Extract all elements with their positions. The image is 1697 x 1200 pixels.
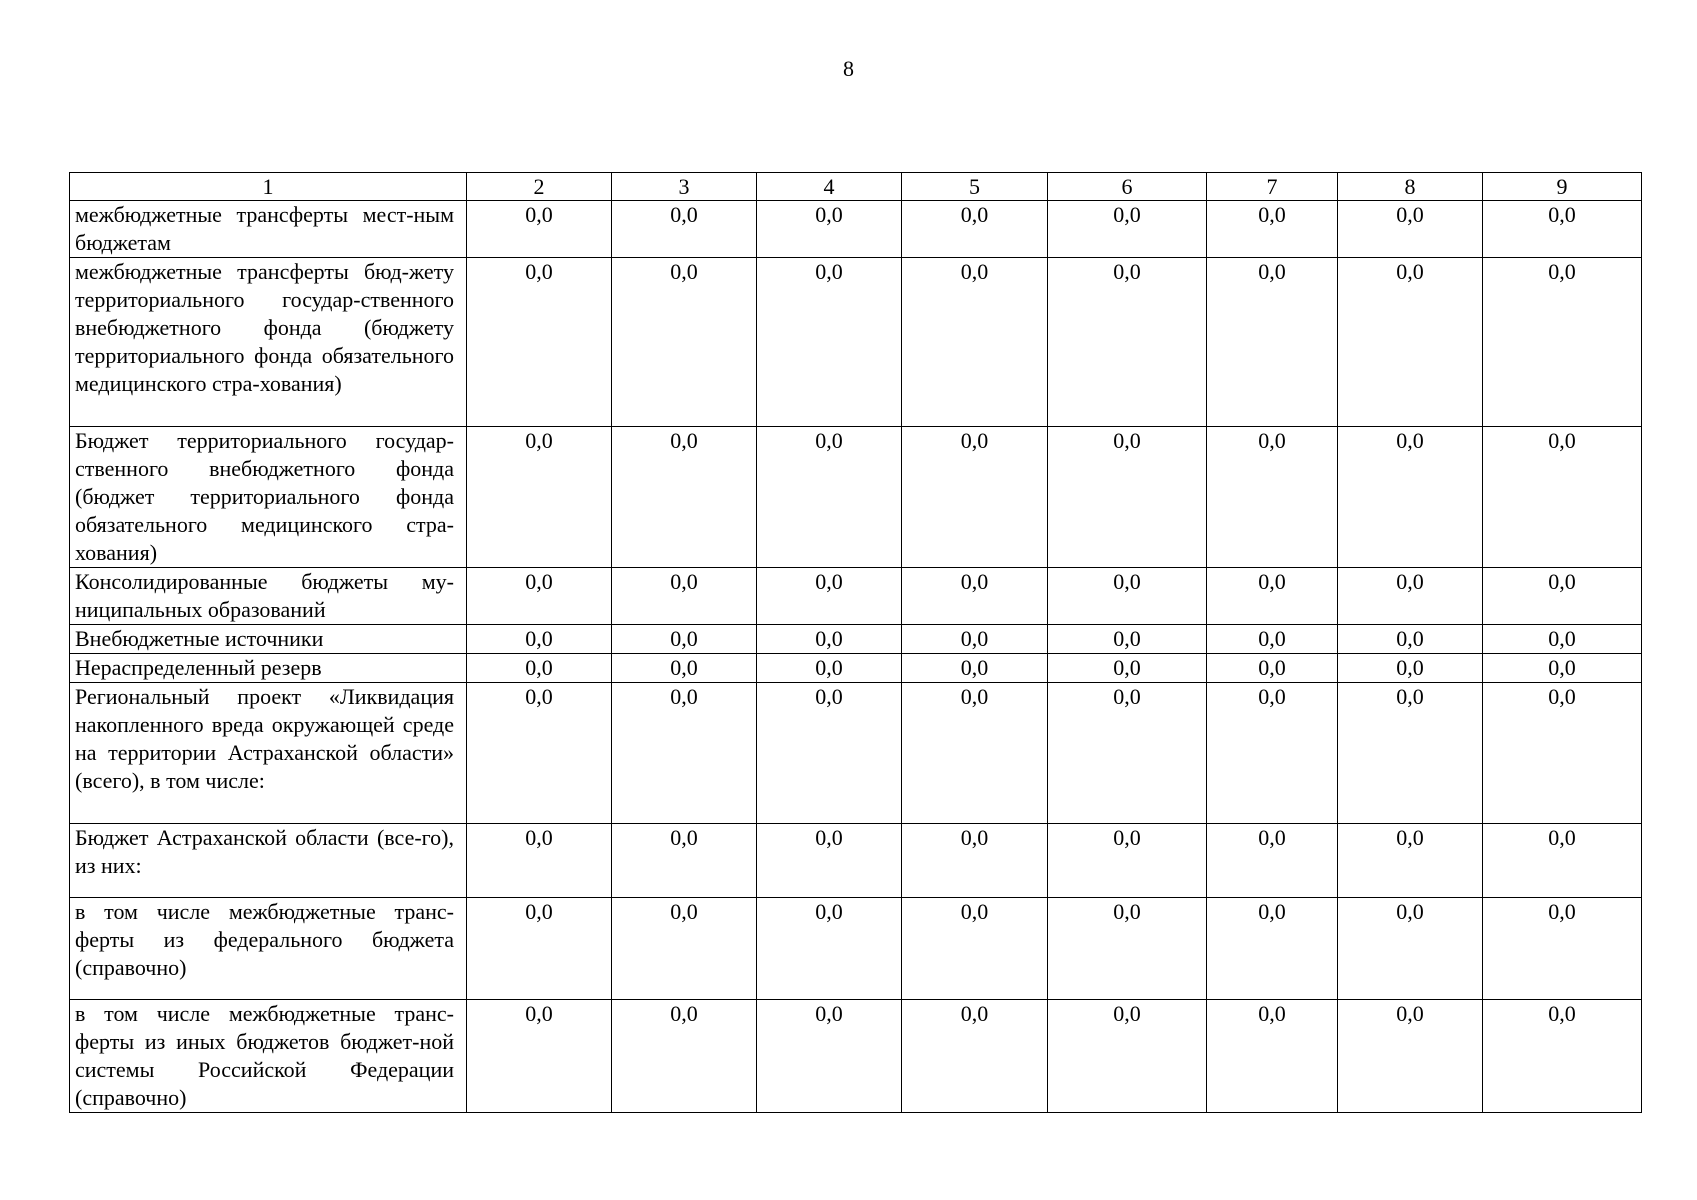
row-value: 0,0 bbox=[1048, 258, 1207, 427]
row-value: 0,0 bbox=[1338, 898, 1483, 1000]
row-value: 0,0 bbox=[1048, 625, 1207, 654]
row-value: 0,0 bbox=[1048, 824, 1207, 898]
column-header: 1 bbox=[70, 173, 467, 201]
row-value: 0,0 bbox=[612, 683, 757, 824]
row-label: Консолидированные бюджеты му-ниципальных образований bbox=[70, 568, 467, 625]
row-value: 0,0 bbox=[612, 898, 757, 1000]
row-value: 0,0 bbox=[902, 654, 1048, 683]
table-row bbox=[70, 427, 1642, 568]
row-value: 0,0 bbox=[1483, 824, 1642, 898]
row-value: 0,0 bbox=[1048, 568, 1207, 625]
row-value: 0,0 bbox=[1338, 201, 1483, 258]
row-value: 0,0 bbox=[1048, 683, 1207, 824]
row-value: 0,0 bbox=[1338, 625, 1483, 654]
column-header: 2 bbox=[467, 173, 612, 201]
table-row bbox=[70, 898, 1642, 1000]
header-row bbox=[70, 173, 1642, 201]
row-value: 0,0 bbox=[612, 824, 757, 898]
row-value: 0,0 bbox=[1207, 1000, 1338, 1113]
row-label: Бюджет территориального государ-ственного внебюджетного фонда (бюджет территориального фонда обязательного медицинского стра-хования) bbox=[70, 427, 467, 568]
row-value: 0,0 bbox=[1338, 427, 1483, 568]
row-value: 0,0 bbox=[902, 201, 1048, 258]
row-value: 0,0 bbox=[902, 568, 1048, 625]
row-value: 0,0 bbox=[902, 258, 1048, 427]
row-value: 0,0 bbox=[757, 568, 902, 625]
row-value: 0,0 bbox=[757, 427, 902, 568]
table-row bbox=[70, 201, 1642, 258]
row-label: межбюджетные трансферты мест-ным бюджетам bbox=[70, 201, 467, 258]
row-value: 0,0 bbox=[757, 201, 902, 258]
row-value: 0,0 bbox=[467, 427, 612, 568]
row-value: 0,0 bbox=[1207, 568, 1338, 625]
row-value: 0,0 bbox=[902, 824, 1048, 898]
row-value: 0,0 bbox=[757, 824, 902, 898]
row-value: 0,0 bbox=[902, 1000, 1048, 1113]
row-value: 0,0 bbox=[612, 625, 757, 654]
row-value: 0,0 bbox=[902, 898, 1048, 1000]
row-value: 0,0 bbox=[1207, 427, 1338, 568]
row-label: в том числе межбюджетные транс-ферты из федерального бюджета (справочно) bbox=[70, 898, 467, 1000]
row-value: 0,0 bbox=[467, 898, 612, 1000]
column-header: 7 bbox=[1207, 173, 1338, 201]
row-value: 0,0 bbox=[1338, 824, 1483, 898]
row-value: 0,0 bbox=[467, 258, 612, 427]
row-value: 0,0 bbox=[1483, 1000, 1642, 1113]
row-label: Внебюджетные источники bbox=[70, 625, 467, 654]
row-value: 0,0 bbox=[1483, 625, 1642, 654]
row-value: 0,0 bbox=[1338, 568, 1483, 625]
row-value: 0,0 bbox=[757, 258, 902, 427]
row-value: 0,0 bbox=[1483, 683, 1642, 824]
table-row bbox=[70, 654, 1642, 683]
row-value: 0,0 bbox=[467, 683, 612, 824]
row-value: 0,0 bbox=[902, 625, 1048, 654]
table-row bbox=[70, 258, 1642, 427]
row-value: 0,0 bbox=[1207, 683, 1338, 824]
row-value: 0,0 bbox=[1483, 568, 1642, 625]
row-label: Бюджет Астраханской области (все-го), из них: bbox=[70, 824, 467, 898]
row-value: 0,0 bbox=[467, 654, 612, 683]
row-value: 0,0 bbox=[1483, 427, 1642, 568]
row-value: 0,0 bbox=[1338, 683, 1483, 824]
row-value: 0,0 bbox=[1048, 898, 1207, 1000]
row-label: Региональный проект «Ликвидация накопленного вреда окружающей среде на территории Астраханской области» (всего), в том числе: bbox=[70, 683, 467, 824]
row-value: 0,0 bbox=[757, 654, 902, 683]
row-value: 0,0 bbox=[612, 654, 757, 683]
column-header: 3 bbox=[612, 173, 757, 201]
row-value: 0,0 bbox=[1207, 258, 1338, 427]
row-value: 0,0 bbox=[467, 625, 612, 654]
row-value: 0,0 bbox=[467, 568, 612, 625]
column-header: 4 bbox=[757, 173, 902, 201]
row-value: 0,0 bbox=[612, 201, 757, 258]
row-value: 0,0 bbox=[612, 1000, 757, 1113]
row-label: в том числе межбюджетные транс-ферты из иных бюджетов бюджет-ной системы Российской Федерации (справочно) bbox=[70, 1000, 467, 1113]
row-value: 0,0 bbox=[1207, 898, 1338, 1000]
row-value: 0,0 bbox=[902, 683, 1048, 824]
row-value: 0,0 bbox=[1338, 654, 1483, 683]
row-label: межбюджетные трансферты бюд-жету территориального государ-ственного внебюджетного фонда (бюджету территориального фонда обязательного медицинского стра-хования) bbox=[70, 258, 467, 427]
table-row bbox=[70, 683, 1642, 824]
row-value: 0,0 bbox=[467, 824, 612, 898]
row-value: 0,0 bbox=[1483, 654, 1642, 683]
budget-table bbox=[69, 172, 1642, 1113]
row-value: 0,0 bbox=[612, 427, 757, 568]
row-value: 0,0 bbox=[757, 683, 902, 824]
row-value: 0,0 bbox=[1048, 654, 1207, 683]
row-value: 0,0 bbox=[757, 1000, 902, 1113]
column-header: 6 bbox=[1048, 173, 1207, 201]
row-value: 0,0 bbox=[1048, 201, 1207, 258]
row-value: 0,0 bbox=[902, 427, 1048, 568]
page-number: 8 bbox=[843, 56, 854, 81]
row-value: 0,0 bbox=[612, 568, 757, 625]
row-value: 0,0 bbox=[467, 1000, 612, 1113]
row-value: 0,0 bbox=[1207, 201, 1338, 258]
row-value: 0,0 bbox=[1048, 427, 1207, 568]
table-row bbox=[70, 824, 1642, 898]
row-value: 0,0 bbox=[757, 898, 902, 1000]
row-value: 0,0 bbox=[467, 201, 612, 258]
row-value: 0,0 bbox=[1483, 258, 1642, 427]
row-value: 0,0 bbox=[757, 625, 902, 654]
row-value: 0,0 bbox=[612, 258, 757, 427]
table-row bbox=[70, 625, 1642, 654]
row-label: Нераспределенный резерв bbox=[70, 654, 467, 683]
row-value: 0,0 bbox=[1207, 625, 1338, 654]
table-row bbox=[70, 568, 1642, 625]
column-header: 5 bbox=[902, 173, 1048, 201]
row-value: 0,0 bbox=[1048, 1000, 1207, 1113]
row-value: 0,0 bbox=[1483, 201, 1642, 258]
row-value: 0,0 bbox=[1207, 824, 1338, 898]
row-value: 0,0 bbox=[1338, 258, 1483, 427]
row-value: 0,0 bbox=[1483, 898, 1642, 1000]
column-header: 9 bbox=[1483, 173, 1642, 201]
row-value: 0,0 bbox=[1338, 1000, 1483, 1113]
column-header: 8 bbox=[1338, 173, 1483, 201]
table-row bbox=[70, 1000, 1642, 1113]
row-value: 0,0 bbox=[1207, 654, 1338, 683]
